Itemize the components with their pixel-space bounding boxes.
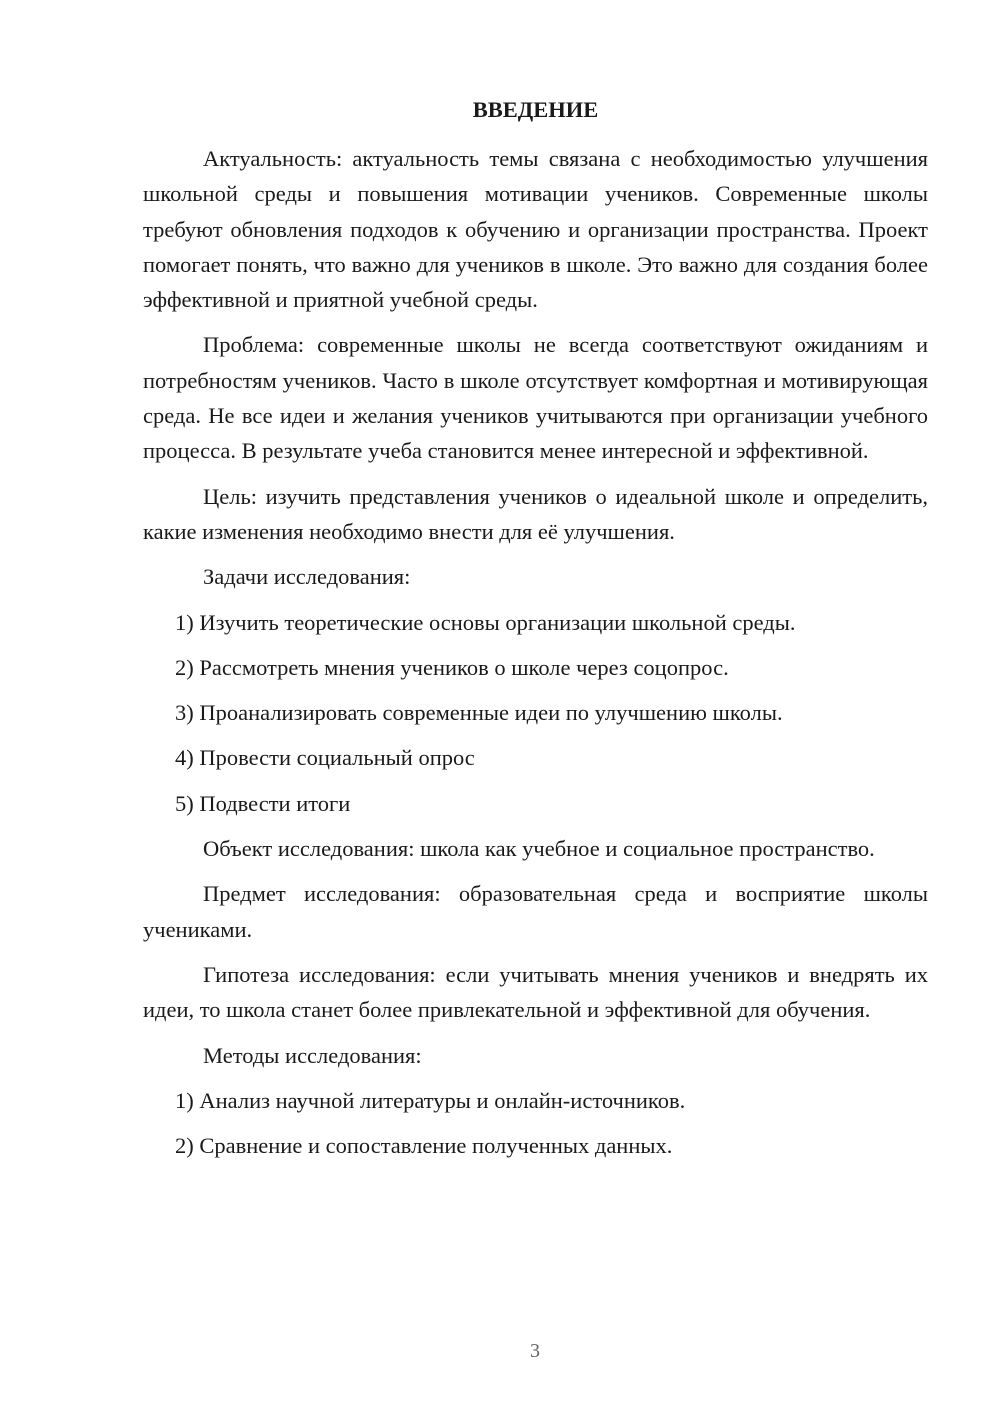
tasks-list (143, 605, 928, 821)
problem-paragraph: Проблема: современные школы не всегда соответствуют ожиданиям и потребностям учеников. Часто в школе отсутствует комфортная и мотивирующая среда. Не все идеи и желания учеников учитываются при организации учебного процесса. В результате учеба становится менее интересной и эффективной. (143, 332, 928, 464)
tasks-heading: Задачи исследования: (203, 564, 411, 590)
object-paragraph: Объект исследования: школа как учебное и социальное пространство. (203, 836, 875, 862)
section-title: ВВЕДЕНИЕ (472, 97, 599, 122)
list-item: 1) Изучить теоретические основы организации школьной среды. (175, 609, 796, 635)
list-item: 1) Анализ научной литературы и онлайн-источников. (175, 1087, 686, 1113)
list-item: 3) Проанализировать современные идеи по улучшению школы. (175, 700, 783, 726)
list-item: 2) Рассмотреть мнения учеников о школе через соцопрос. (175, 654, 729, 680)
subject-paragraph: Предмет исследования: образовательная среда и восприятие школы учениками. (143, 881, 928, 942)
page-number: 3 (530, 1340, 540, 1362)
list-item: 2) Сравнение и сопоставление полученных данных. (175, 1133, 673, 1159)
methods-heading: Методы исследования: (203, 1042, 422, 1068)
hypothesis-paragraph: Гипотеза исследования: если учитывать мнения учеников и внедрять их идеи, то школа станет более привлекательной и эффективной для обучения. (143, 961, 928, 1023)
page-content (143, 92, 928, 1173)
list-item: 5) Подвести итоги (175, 790, 351, 816)
list-item: 4) Провести социальный опрос (175, 745, 475, 771)
goal-paragraph: Цель: изучить представления учеников о идеальной школе и определить, какие изменения необходимо внести для её улучшения. (143, 483, 928, 544)
methods-list (143, 1083, 928, 1164)
relevance-paragraph: Актуальность: актуальность темы связана с необходимостью улучшения школьной среды и повышения мотивации учеников. Современные школы требуют обновления подходов к обучению и организации пространства. Проект помогает понять, что важно для учеников в школе. Это важно для создания более эффективной и приятной учебной среды. (143, 146, 928, 313)
